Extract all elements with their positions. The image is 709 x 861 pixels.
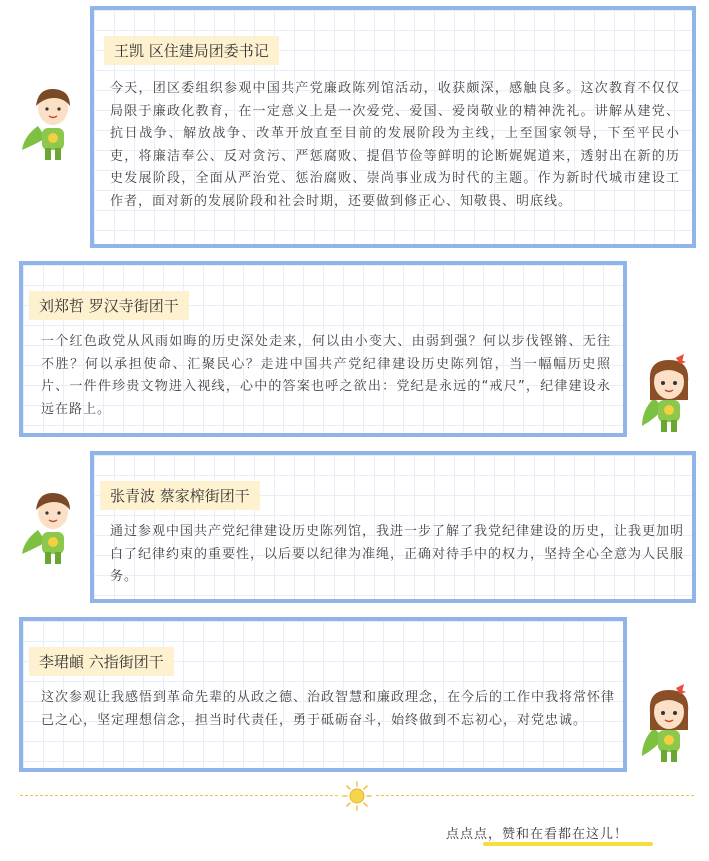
dashed-divider-left: [20, 795, 338, 796]
comment-card: [19, 261, 627, 437]
boy-avatar-icon: [18, 488, 88, 568]
comment-card: [90, 6, 696, 248]
comment-card: [90, 451, 696, 603]
comment-text: 这次参观让我感悟到革命先辈的从政之德、治政智慧和廉政理念，在今后的工作中我将常怀律己之心，坚定理想信念，担当时代责任，勇于砥砺奋斗，始终做到不忘初心，对党忠诚。: [41, 690, 616, 728]
comment-text: 一个红色政党从风雨如晦的历史深处走来，何以由小变大、由弱到强？何以步伐铿锵、无往不胜？何以承担使命、汇聚民心？走进中国共产党纪律建设历史陈列馆，当一幅幅历史照片、一件件珍贵文物进入视线，心中的答案也呼之欲出：党纪是永远的“戒尺”，纪律建设永远在路上。: [41, 334, 611, 417]
sun-bulb-icon: [342, 781, 372, 811]
comment-text: 今天，团区委组织参观中国共产党廉政陈列馆活动，收获颇深，感触良多。这次教育不仅仅局限于廉政化教育，在一定意义上是一次爱党、爱国、爱岗敬业的精神洗礼。讲解从建党、抗日战争、解放战争、改革开放直至目前的发展阶段为主线，上至国家领导，下至平民小吏，将廉洁奉公、反对贪污、严惩腐败、提倡节俭等鲜明的论断娓娓道来，透射出在新的历史发展阶段，全面从严治党、惩治腐败、崇尚事业成为时代的主题。作为新时代城市建设工作者，面对新的发展阶段和社会时期，还要做到修正心、知敬畏、明底线。: [110, 81, 680, 209]
boy-avatar-icon: [18, 84, 88, 164]
comment-card: [19, 617, 627, 772]
comment-text: 通过参观中国共产党纪律建设历史陈列馆，我进一步了解了我党纪律建设的历史，让我更加明白了纪律约束的重要性，以后要以纪律为准绳，正确对待手中的权力，坚持全心全意为人民服务。: [110, 524, 685, 584]
commenter-name-tag: 李珺頔 六指街团干: [29, 647, 174, 676]
footer-call-to-action: 点点点，赞和在看都在这儿！: [446, 827, 629, 842]
commenter-name-tag: 刘郑哲 罗汉寺街团干: [29, 291, 189, 320]
commenter-name-tag: 张青波 蔡家榨街团干: [100, 481, 260, 510]
highlight-underline: [483, 842, 653, 846]
girl-avatar-icon: [636, 682, 702, 768]
girl-avatar-icon: [636, 352, 702, 438]
dashed-divider-right: [376, 795, 694, 796]
commenter-name-tag: 王凯 区住建局团委书记: [104, 36, 279, 65]
